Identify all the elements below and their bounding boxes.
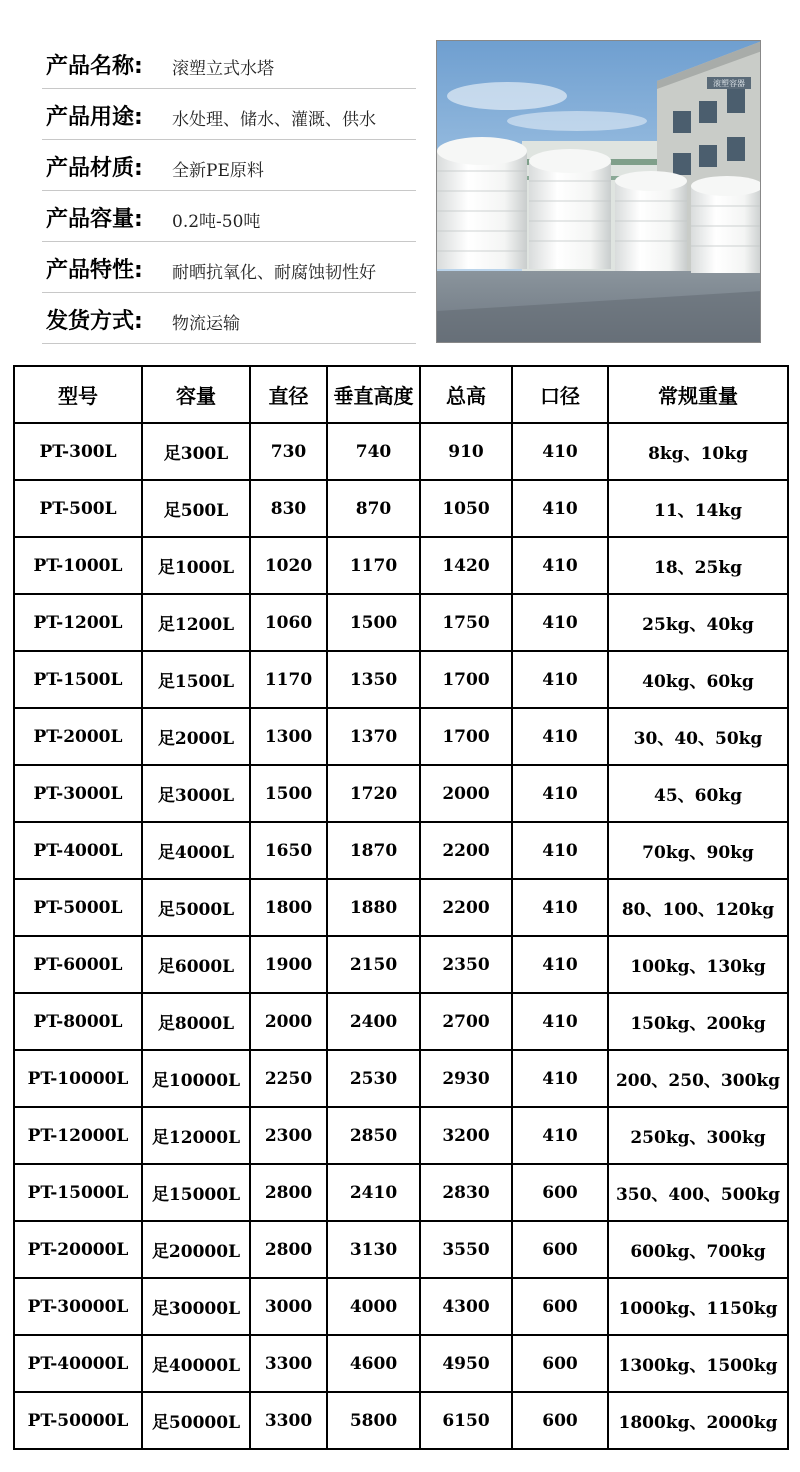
cell-diameter: 3300 xyxy=(250,1335,327,1392)
cell-diameter: 830 xyxy=(250,480,327,537)
cell-weight: 45、60kg xyxy=(608,765,788,822)
header-port-diameter: 口径 xyxy=(512,366,608,423)
cell-vertical-height: 1720 xyxy=(327,765,420,822)
info-value: 0.2吨-50吨 xyxy=(172,212,261,232)
cell-capacity: 足50000L xyxy=(142,1392,250,1449)
cell-weight: 11、14kg xyxy=(608,480,788,537)
table-row xyxy=(14,594,788,651)
cell-model: PT-2000L xyxy=(14,708,142,765)
table-row xyxy=(14,993,788,1050)
header-weight: 常规重量 xyxy=(608,366,788,423)
table-row xyxy=(14,1392,788,1449)
cell-diameter: 1300 xyxy=(250,708,327,765)
table-row xyxy=(14,1278,788,1335)
cell-capacity: 足1200L xyxy=(142,594,250,651)
info-row-usage xyxy=(42,89,416,140)
cell-total-height: 2350 xyxy=(420,936,512,993)
cell-model: PT-3000L xyxy=(14,765,142,822)
info-row-features xyxy=(42,242,416,293)
cell-total-height: 910 xyxy=(420,423,512,480)
header-diameter: 直径 xyxy=(250,366,327,423)
table-row xyxy=(14,537,788,594)
cell-model: PT-10000L xyxy=(14,1050,142,1107)
cell-port-diameter: 410 xyxy=(512,708,608,765)
table-row xyxy=(14,1050,788,1107)
info-row-shipping xyxy=(42,293,416,344)
table-row xyxy=(14,480,788,537)
header-vertical-height: 垂直高度 xyxy=(327,366,420,423)
tank-icon xyxy=(529,149,611,269)
cell-vertical-height: 2400 xyxy=(327,993,420,1050)
cell-weight: 1300kg、1500kg xyxy=(608,1335,788,1392)
cell-total-height: 4950 xyxy=(420,1335,512,1392)
tank-icon xyxy=(437,137,527,269)
cell-total-height: 3200 xyxy=(420,1107,512,1164)
cell-diameter: 1020 xyxy=(250,537,327,594)
cell-port-diameter: 410 xyxy=(512,1050,608,1107)
cell-port-diameter: 600 xyxy=(512,1164,608,1221)
cell-total-height: 4300 xyxy=(420,1278,512,1335)
cell-capacity: 足6000L xyxy=(142,936,250,993)
cell-weight: 250kg、300kg xyxy=(608,1107,788,1164)
cell-weight: 150kg、200kg xyxy=(608,993,788,1050)
cell-diameter: 1650 xyxy=(250,822,327,879)
info-label: 产品容量: xyxy=(46,207,143,232)
cell-diameter: 2800 xyxy=(250,1164,327,1221)
info-value: 物流运输 xyxy=(172,314,240,334)
cell-model: PT-30000L xyxy=(14,1278,142,1335)
product-photo xyxy=(436,40,761,343)
cell-port-diameter: 410 xyxy=(512,537,608,594)
cell-model: PT-6000L xyxy=(14,936,142,993)
cell-total-height: 2700 xyxy=(420,993,512,1050)
cell-weight: 350、400、500kg xyxy=(608,1164,788,1221)
cell-vertical-height: 740 xyxy=(327,423,420,480)
cell-total-height: 1700 xyxy=(420,708,512,765)
table-row xyxy=(14,1107,788,1164)
cell-model: PT-50000L xyxy=(14,1392,142,1449)
cell-vertical-height: 5800 xyxy=(327,1392,420,1449)
cell-port-diameter: 600 xyxy=(512,1335,608,1392)
cell-port-diameter: 410 xyxy=(512,765,608,822)
cell-vertical-height: 2850 xyxy=(327,1107,420,1164)
cell-total-height: 2930 xyxy=(420,1050,512,1107)
cell-weight: 18、25kg xyxy=(608,537,788,594)
cell-capacity: 足8000L xyxy=(142,993,250,1050)
cell-model: PT-12000L xyxy=(14,1107,142,1164)
cell-weight: 600kg、700kg xyxy=(608,1221,788,1278)
cell-port-diameter: 600 xyxy=(512,1392,608,1449)
cell-vertical-height: 4600 xyxy=(327,1335,420,1392)
info-label: 产品名称: xyxy=(46,54,143,79)
cell-model: PT-1500L xyxy=(14,651,142,708)
cell-vertical-height: 1880 xyxy=(327,879,420,936)
cell-port-diameter: 410 xyxy=(512,936,608,993)
cell-weight: 25kg、40kg xyxy=(608,594,788,651)
header-total-height: 总高 xyxy=(420,366,512,423)
table-row xyxy=(14,1335,788,1392)
info-row-material xyxy=(42,140,416,191)
cell-weight: 200、250、300kg xyxy=(608,1050,788,1107)
product-info xyxy=(42,38,416,344)
spec-table xyxy=(13,365,789,1450)
cell-diameter: 2000 xyxy=(250,993,327,1050)
building-sign: 滚塑容器 xyxy=(713,79,745,88)
table-header-row xyxy=(14,366,788,423)
info-label: 产品材质: xyxy=(46,156,143,181)
cell-port-diameter: 410 xyxy=(512,480,608,537)
info-value: 水处理、储水、灌溉、供水 xyxy=(172,110,376,130)
cell-weight: 70kg、90kg xyxy=(608,822,788,879)
cell-vertical-height: 1500 xyxy=(327,594,420,651)
cell-port-diameter: 600 xyxy=(512,1278,608,1335)
info-label: 产品特性: xyxy=(46,258,143,283)
cell-total-height: 1750 xyxy=(420,594,512,651)
cell-weight: 1000kg、1150kg xyxy=(608,1278,788,1335)
info-label: 产品用途: xyxy=(46,105,143,130)
cell-capacity: 足4000L xyxy=(142,822,250,879)
table-row xyxy=(14,822,788,879)
cell-port-diameter: 410 xyxy=(512,651,608,708)
cell-capacity: 足15000L xyxy=(142,1164,250,1221)
cell-diameter: 2300 xyxy=(250,1107,327,1164)
cell-diameter: 1900 xyxy=(250,936,327,993)
cell-vertical-height: 1870 xyxy=(327,822,420,879)
info-row-name xyxy=(42,38,416,89)
cell-model: PT-5000L xyxy=(14,879,142,936)
cell-weight: 1800kg、2000kg xyxy=(608,1392,788,1449)
info-value: 耐晒抗氧化、耐腐蚀韧性好 xyxy=(172,263,376,283)
cell-port-diameter: 410 xyxy=(512,423,608,480)
cell-diameter: 1800 xyxy=(250,879,327,936)
cell-diameter: 1170 xyxy=(250,651,327,708)
cell-capacity: 足40000L xyxy=(142,1335,250,1392)
cell-total-height: 6150 xyxy=(420,1392,512,1449)
cell-vertical-height: 4000 xyxy=(327,1278,420,1335)
table-row xyxy=(14,1164,788,1221)
header-capacity: 容量 xyxy=(142,366,250,423)
cell-diameter: 730 xyxy=(250,423,327,480)
cell-model: PT-500L xyxy=(14,480,142,537)
cell-model: PT-8000L xyxy=(14,993,142,1050)
cell-capacity: 足30000L xyxy=(142,1278,250,1335)
cell-port-diameter: 410 xyxy=(512,1107,608,1164)
cell-capacity: 足3000L xyxy=(142,765,250,822)
cell-vertical-height: 2410 xyxy=(327,1164,420,1221)
cell-total-height: 1700 xyxy=(420,651,512,708)
cell-port-diameter: 410 xyxy=(512,993,608,1050)
cell-diameter: 1500 xyxy=(250,765,327,822)
table-body xyxy=(14,423,788,1449)
cell-capacity: 足2000L xyxy=(142,708,250,765)
cell-weight: 40kg、60kg xyxy=(608,651,788,708)
tank-icon xyxy=(691,176,761,273)
cell-model: PT-20000L xyxy=(14,1221,142,1278)
table-row xyxy=(14,879,788,936)
cell-total-height: 2200 xyxy=(420,822,512,879)
cell-model: PT-40000L xyxy=(14,1335,142,1392)
cell-vertical-height: 2150 xyxy=(327,936,420,993)
table-row xyxy=(14,423,788,480)
info-label: 发货方式: xyxy=(46,309,143,334)
cell-total-height: 3550 xyxy=(420,1221,512,1278)
cell-diameter: 2800 xyxy=(250,1221,327,1278)
info-value: 滚塑立式水塔 xyxy=(172,59,274,79)
cell-capacity: 足12000L xyxy=(142,1107,250,1164)
cell-model: PT-1000L xyxy=(14,537,142,594)
cell-weight: 100kg、130kg xyxy=(608,936,788,993)
cell-capacity: 足1500L xyxy=(142,651,250,708)
cell-diameter: 1060 xyxy=(250,594,327,651)
cell-diameter: 3300 xyxy=(250,1392,327,1449)
info-row-capacity xyxy=(42,191,416,242)
cell-capacity: 足1000L xyxy=(142,537,250,594)
cell-capacity: 足10000L xyxy=(142,1050,250,1107)
table-row xyxy=(14,651,788,708)
cell-weight: 8kg、10kg xyxy=(608,423,788,480)
cell-vertical-height: 1170 xyxy=(327,537,420,594)
cell-model: PT-4000L xyxy=(14,822,142,879)
cell-diameter: 3000 xyxy=(250,1278,327,1335)
cell-model: PT-15000L xyxy=(14,1164,142,1221)
table-row xyxy=(14,936,788,993)
cell-capacity: 足500L xyxy=(142,480,250,537)
cell-capacity: 足300L xyxy=(142,423,250,480)
cell-total-height: 2000 xyxy=(420,765,512,822)
cell-capacity: 足5000L xyxy=(142,879,250,936)
cell-total-height: 2830 xyxy=(420,1164,512,1221)
cell-capacity: 足20000L xyxy=(142,1221,250,1278)
cell-vertical-height: 1370 xyxy=(327,708,420,765)
header-model: 型号 xyxy=(14,366,142,423)
cell-vertical-height: 1350 xyxy=(327,651,420,708)
table-row xyxy=(14,708,788,765)
cell-vertical-height: 3130 xyxy=(327,1221,420,1278)
cell-total-height: 1420 xyxy=(420,537,512,594)
table-row xyxy=(14,1221,788,1278)
cell-weight: 30、40、50kg xyxy=(608,708,788,765)
cell-total-height: 2200 xyxy=(420,879,512,936)
water-tanks-illustration xyxy=(437,41,761,343)
cell-diameter: 2250 xyxy=(250,1050,327,1107)
cell-total-height: 1050 xyxy=(420,480,512,537)
cell-port-diameter: 600 xyxy=(512,1221,608,1278)
cell-port-diameter: 410 xyxy=(512,594,608,651)
cell-model: PT-1200L xyxy=(14,594,142,651)
cell-vertical-height: 870 xyxy=(327,480,420,537)
cell-vertical-height: 2530 xyxy=(327,1050,420,1107)
table-row xyxy=(14,765,788,822)
cell-port-diameter: 410 xyxy=(512,822,608,879)
cell-model: PT-300L xyxy=(14,423,142,480)
info-value: 全新PE原料 xyxy=(172,161,264,181)
cell-port-diameter: 410 xyxy=(512,879,608,936)
cell-weight: 80、100、120kg xyxy=(608,879,788,936)
